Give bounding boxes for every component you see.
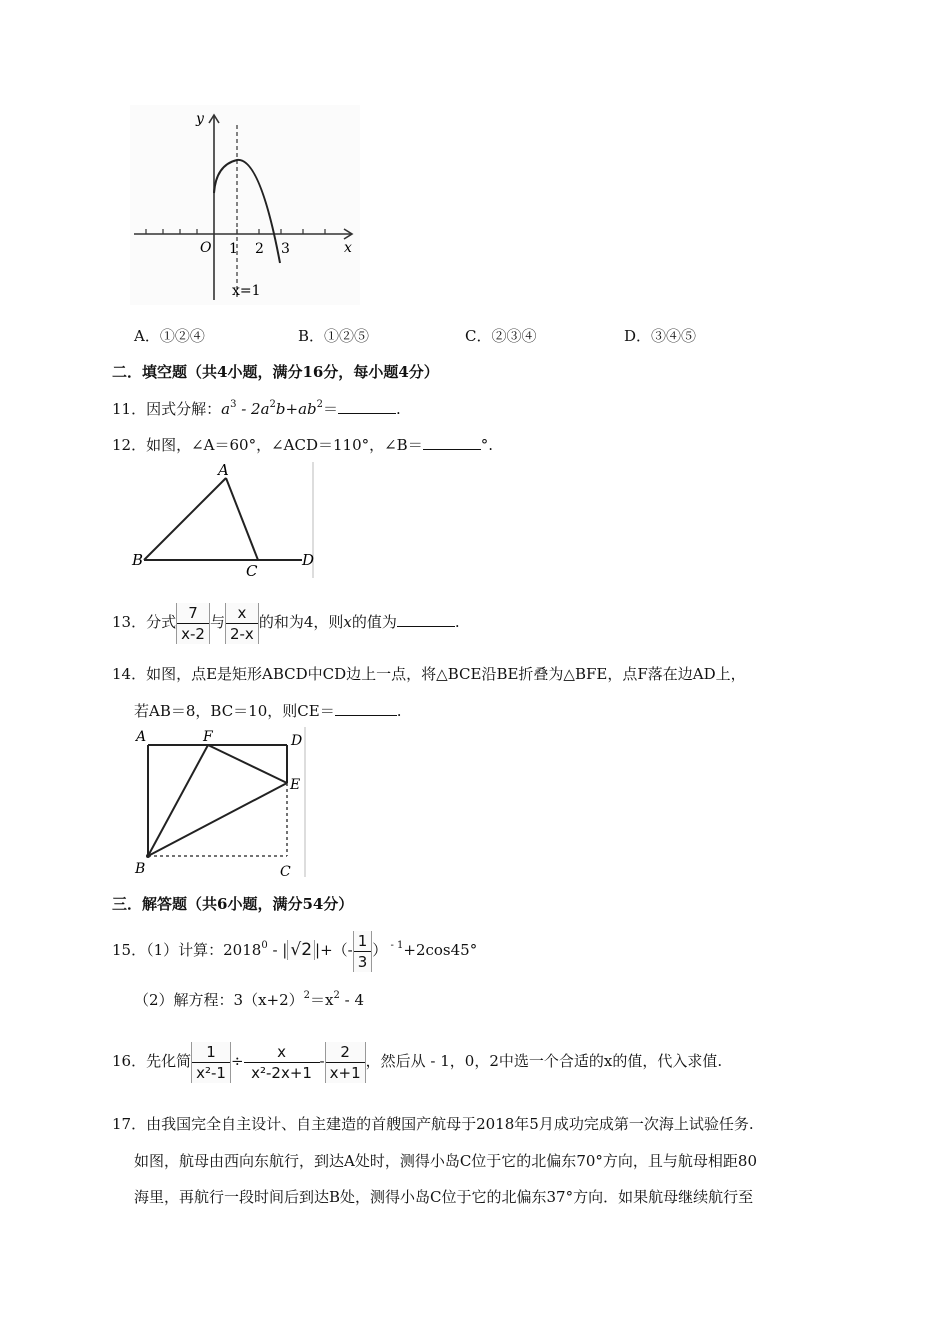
question-15-part2: （2）解方程：$3(x+2)^2=x^2 - 4$: [134, 990, 365, 1009]
fraction-one-third: $\frac{1}{3}$: [353, 931, 373, 972]
tick-label-3: 3: [281, 241, 290, 257]
answer-blank: [338, 397, 396, 414]
origin-label: O: [200, 240, 212, 256]
question-15-part1: 15．（1）计算：2018$^0$ - | √2 |+（- $\frac{1}{3}$ ） $^{- 1}$+2cos45°: [112, 931, 478, 971]
question-16: 16．先化简 $\frac{1}{\text{x²-1}}$ ÷ $\frac{x}{\text{x²-2x+1}}$ - $\frac{2}{x+1}$ ，然后从 - 1，0，2中选一个合适的x的值，代入求值.: [112, 1042, 723, 1082]
option-a: A．①②④: [134, 327, 205, 345]
fraction-b: $\frac{x}{\text{x²-2x+1}}$: [244, 1042, 320, 1083]
side-ab: [144, 478, 226, 560]
answer-blank: [397, 610, 455, 627]
fraction-c: $\frac{2}{x+1}$: [325, 1042, 366, 1083]
question-17-line3: 海里，再航行一段时间后到达B处，测得小岛C位于它的北偏东37°方向．如果航母继续航行至: [134, 1188, 754, 1206]
option-b: B．①②⑤: [298, 327, 370, 345]
parabola-graph: [130, 105, 360, 305]
section3-title: 三．解答题（共6小题，满分54分）: [112, 895, 354, 913]
question-13: 13．分式 $\frac{7}{x-2}$ 与 $\frac{x}{2-x}$ 的和为4，则x的值为 .: [112, 603, 460, 643]
tick-label-2: 2: [255, 241, 264, 257]
question-14-line2: 若AB＝8，BC＝10，则CE＝ .: [134, 699, 401, 722]
side-ac: [226, 478, 258, 560]
fraction-1: $\frac{7}{x-2}$: [176, 603, 210, 644]
question-17-line2: 如图，航母由西向东航行，到达A处时，测得小岛C位于它的北偏东70°方向，且与航母相距80: [134, 1152, 757, 1170]
svg-text:B: B: [135, 861, 146, 877]
svg-text:C: C: [280, 864, 291, 879]
answer-blank: [423, 433, 481, 450]
fraction-2: $\frac{x}{2-x}$: [225, 603, 259, 644]
svg-text:A: A: [218, 462, 229, 479]
svg-text:A: A: [136, 729, 147, 745]
question-11: 11．因式分解：$a^3 - 2a^2b+ab^2=$ .: [112, 399, 401, 418]
question-17-line1: 17．由我国完全自主设计、自主建造的首艘国产航母于2018年5月成功完成第一次海上试验任务.: [112, 1115, 754, 1133]
section2-title: 二．填空题（共4小题，满分16分，每小题4分）: [112, 363, 439, 381]
axis-line-label: x=1: [232, 283, 261, 299]
svg-text:D: D: [291, 733, 303, 749]
option-d: D．③④⑤: [624, 327, 697, 345]
segment-fe: [208, 745, 287, 783]
question-12: 12．如图，∠A＝60°，∠ACD＝110°，∠B＝ °.: [112, 433, 493, 456]
triangle-figure: [130, 462, 320, 580]
fraction-a: $\frac{1}{\text{x²-1}}$: [191, 1042, 231, 1083]
question-14-line1: 14．如图，点E是矩形ABCD中CD边上一点，将△BCE沿BE折叠为△BFE，点F落在边AD上，: [112, 665, 746, 683]
y-label: y: [196, 111, 204, 127]
svg-text:E: E: [290, 777, 301, 793]
x-label: x: [344, 240, 352, 256]
option-c: C．②③④: [465, 327, 537, 345]
svg-text:D: D: [302, 551, 315, 569]
answer-blank: [335, 699, 397, 716]
svg-text:C: C: [246, 562, 258, 580]
svg-text:F: F: [203, 729, 213, 745]
svg-text:B: B: [132, 551, 144, 569]
rectangle-fold-figure: [130, 727, 312, 879]
tick-label-1: 1: [229, 241, 238, 257]
